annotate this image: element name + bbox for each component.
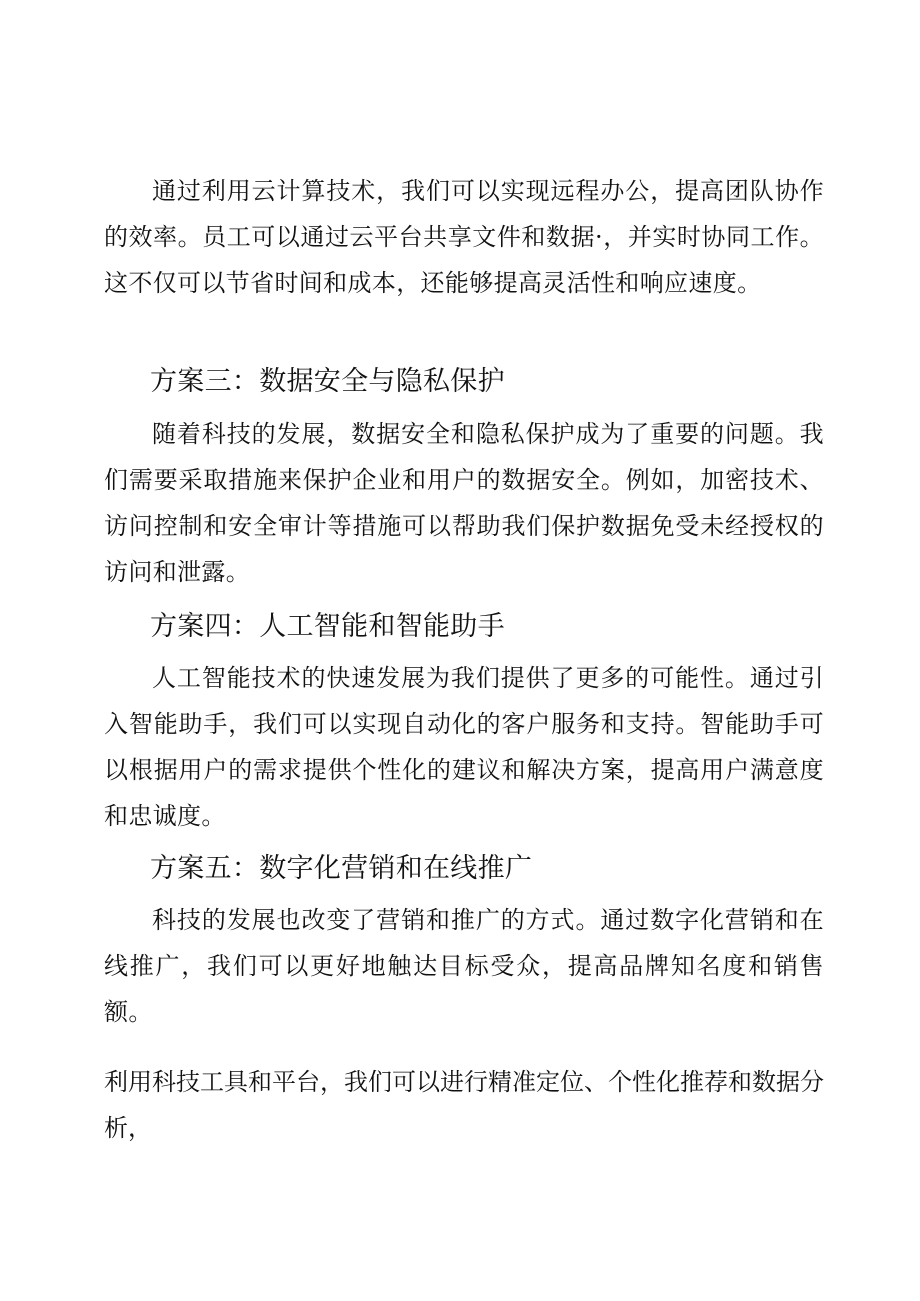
section-body-data-security: 随着科技的发展，数据安全和隐私保护成为了重要的问题。我们需要采取措施来保护企业和用户的数据安全。例如，加密技术、访问控制和安全审计等措施可以帮助我们保护数据免受未经授权的访问和泄露。: [104, 420, 824, 586]
trailing-paragraph-line: 利用科技工具和平台，我们可以进行精准定位、个性化推荐和数据分析，: [104, 1068, 824, 1142]
section-heading-data-security: 方案三：数据安全与隐私保护: [150, 366, 505, 397]
section-heading-ai-assistant: 方案四：人工智能和智能助手: [150, 611, 505, 642]
section-body-ai-assistant: 人工智能技术的快速发展为我们提供了更多的可能性。通过引入智能助手，我们可以实现自动化的客户服务和支持。智能助手可以根据用户的需求提供个性化的建议和解决方案，提高用户满意度和忠诚度。: [104, 664, 824, 830]
section-body-digital-marketing: 科技的发展也改变了营销和推广的方式。通过数字化营销和在线推广，我们可以更好地触达目标受众，提高品牌知名度和销售额。: [104, 906, 824, 1026]
paragraph-remote-work: 通过利用云计算技术，我们可以实现远程办公，提高团队协作的效率。员工可以通过云平台共享文件和数据·，并实时协同工作。这不仅可以节省时间和成本，还能够提高灵活性和响应速度。: [104, 177, 824, 297]
section-heading-digital-marketing: 方案五：数字化营销和在线推广: [150, 853, 533, 884]
